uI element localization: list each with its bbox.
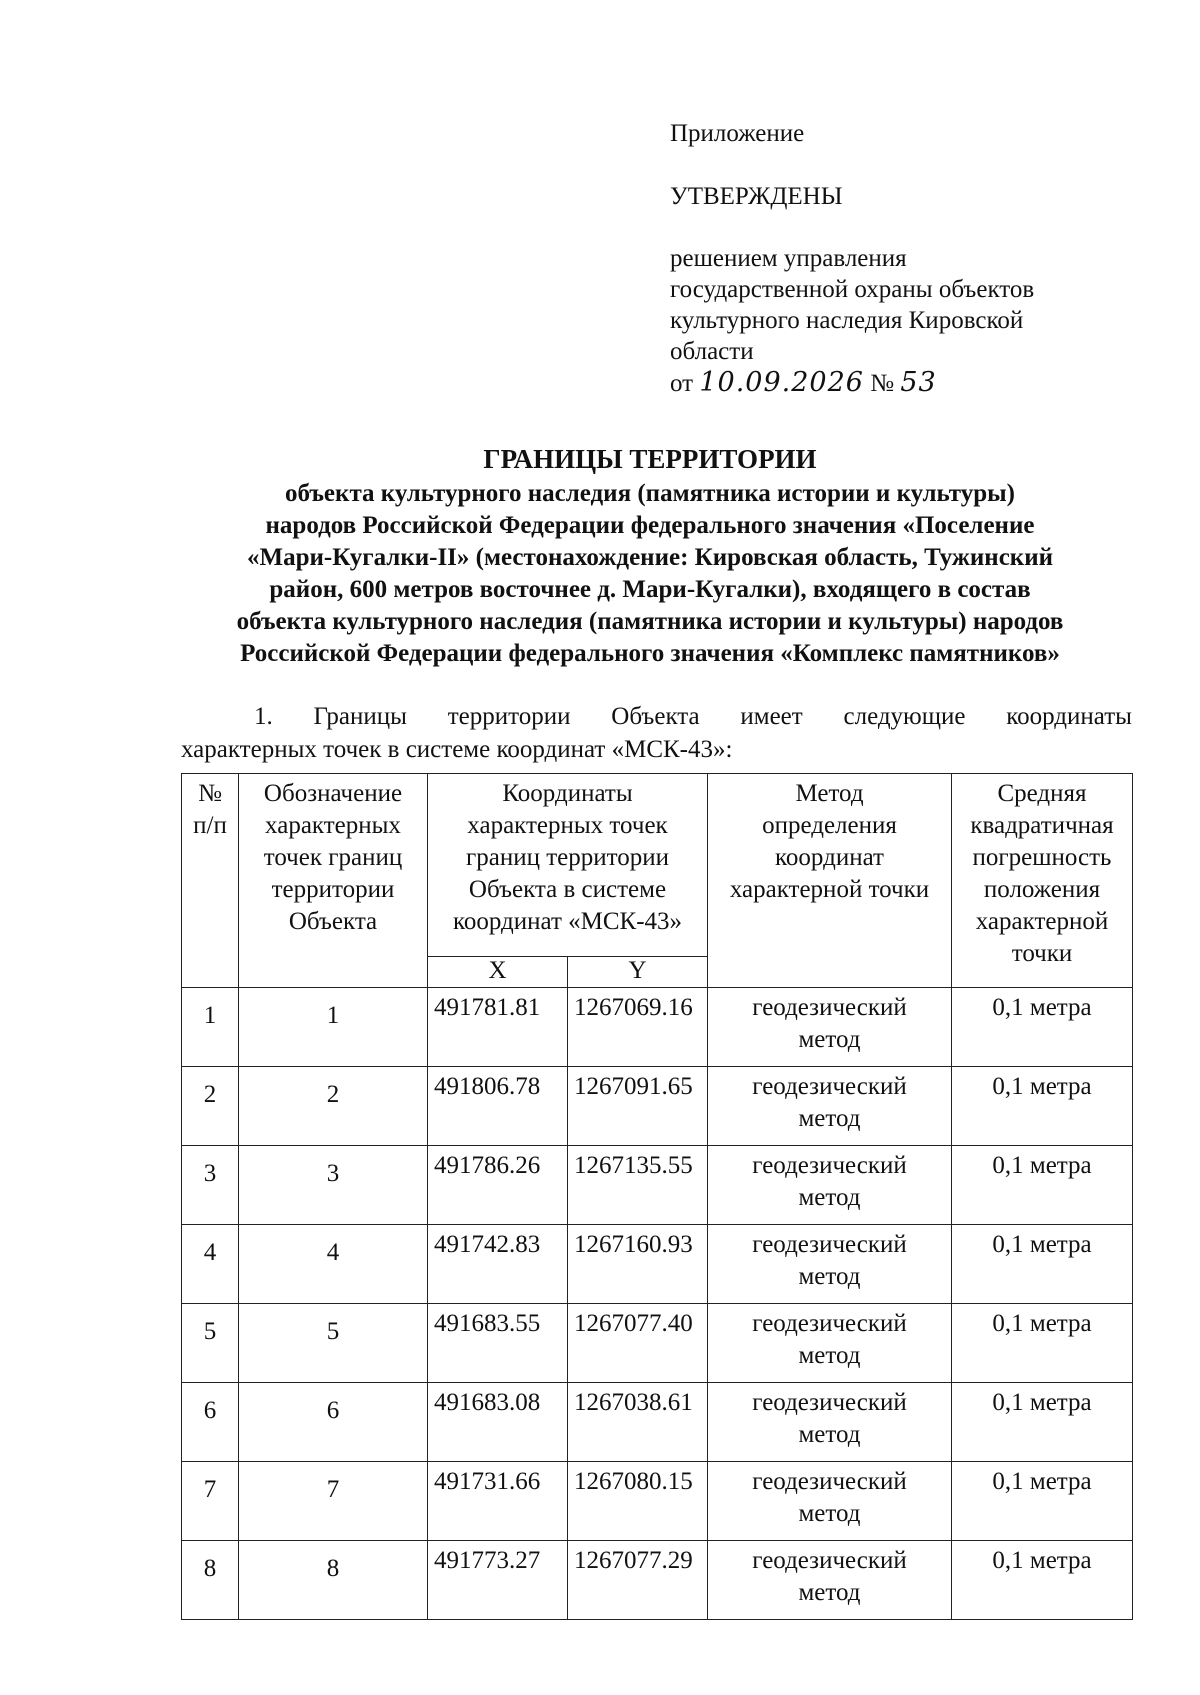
header-text: характерных точек	[467, 812, 668, 839]
method-text: метод	[798, 1184, 861, 1211]
header-method	[708, 774, 952, 988]
date-prefix: от	[670, 370, 694, 397]
header-text: Объекта в системе	[468, 876, 667, 903]
intro-line-1	[181, 700, 1132, 733]
header-text: квадратичная	[970, 812, 1114, 839]
header-text: Объекта	[288, 908, 378, 935]
y-coordinate-cell: 1267077.29	[568, 1541, 708, 1620]
approval-line: решением управления	[670, 245, 907, 272]
approval-line: области	[670, 338, 754, 365]
accuracy-cell: 0,1 метра	[952, 1146, 1133, 1225]
header-text: Метод	[795, 780, 864, 807]
header-text: характерной	[975, 908, 1109, 935]
table-row	[182, 1067, 1133, 1146]
intro-word: 1.	[254, 703, 273, 730]
row-number-cell: 4	[182, 1225, 239, 1304]
table-row	[182, 1225, 1133, 1304]
title-line: объекта культурного наследия (памятника истории и культуры)	[284, 480, 1015, 507]
title-main: ГРАНИЦЫ ТЕРРИТОРИИ	[483, 444, 817, 474]
method-text: геодезический	[752, 1310, 907, 1337]
method-text: геодезический	[752, 1389, 907, 1416]
table-row	[182, 1304, 1133, 1383]
method-text: геодезический	[752, 1231, 907, 1258]
header-text: п/п	[193, 812, 227, 839]
table-row	[182, 988, 1133, 1067]
header-text: характерных	[265, 812, 401, 839]
x-coordinate-cell: 491731.66	[428, 1462, 568, 1541]
accuracy-cell: 0,1 метра	[952, 1462, 1133, 1541]
method-cell	[708, 1225, 952, 1304]
row-number-cell: 8	[182, 1541, 239, 1620]
method-text: геодезический	[752, 1468, 907, 1495]
header-num	[182, 774, 239, 988]
method-text: геодезический	[752, 1073, 907, 1100]
number-sign: №	[870, 370, 895, 397]
header-text: координат	[775, 844, 884, 871]
y-coordinate-cell: 1267135.55	[568, 1146, 708, 1225]
intro-paragraph	[181, 700, 1132, 766]
method-cell	[708, 1304, 952, 1383]
header-coordinates	[428, 774, 708, 957]
y-coordinate-cell: 1267091.65	[568, 1067, 708, 1146]
header-text: границ территории	[466, 844, 669, 871]
row-number-cell: 7	[182, 1462, 239, 1541]
header-text: определения	[762, 812, 897, 839]
header-text: положения	[983, 876, 1101, 903]
table-header-row	[182, 774, 1133, 957]
header-text: Обозначение	[263, 780, 403, 807]
row-number-cell: 6	[182, 1383, 239, 1462]
method-text: метод	[798, 1421, 861, 1448]
method-cell	[708, 1383, 952, 1462]
method-text: метод	[798, 1026, 861, 1053]
method-text: геодезический	[752, 1547, 907, 1574]
row-number-cell: 3	[182, 1146, 239, 1225]
header-designation	[239, 774, 428, 988]
row-number-cell: 5	[182, 1304, 239, 1383]
point-designation-cell: 6	[239, 1383, 428, 1462]
header-text: характерной точки	[729, 876, 930, 903]
y-coordinate-cell: 1267069.16	[568, 988, 708, 1067]
x-coordinate-cell: 491781.81	[428, 988, 568, 1067]
method-cell	[708, 988, 952, 1067]
accuracy-cell: 0,1 метра	[952, 1304, 1133, 1383]
point-designation-cell: 2	[239, 1067, 428, 1146]
approved-label	[670, 181, 843, 212]
x-coordinate-cell: 491773.27	[428, 1541, 568, 1620]
approval-line: государственной охраны объектов	[670, 276, 1035, 303]
header-text: Средняя	[997, 780, 1087, 807]
x-coordinate-cell: 491683.55	[428, 1304, 568, 1383]
x-coordinate-cell: 491806.78	[428, 1067, 568, 1146]
intro-word: Границы	[313, 703, 407, 730]
method-cell	[708, 1146, 952, 1225]
header-text: №	[198, 780, 222, 807]
accuracy-cell: 0,1 метра	[952, 1383, 1133, 1462]
accuracy-cell: 0,1 метра	[952, 1225, 1133, 1304]
approved-text: УТВЕРЖДЕНЫ	[670, 183, 843, 210]
intro-word: территории	[447, 703, 571, 730]
appendix-label	[670, 118, 804, 149]
title-line: район, 600 метров восточнее д. Мари-Кугалки), входящего в состав	[269, 576, 1031, 603]
document-title	[150, 440, 1150, 670]
title-line: народов Российской Федерации федерального значения «Поселение	[265, 512, 1035, 539]
intro-word: координаты	[1006, 703, 1132, 730]
approval-line: культурного наследия Кировской	[670, 307, 1024, 334]
method-text: метод	[798, 1342, 861, 1369]
approval-decision	[670, 243, 1034, 399]
method-cell	[708, 1462, 952, 1541]
table-row	[182, 1462, 1133, 1541]
method-text: геодезический	[752, 1152, 907, 1179]
decision-date-line	[670, 367, 1034, 399]
header-x: X	[428, 957, 568, 988]
method-text: метод	[798, 1263, 861, 1290]
accuracy-cell: 0,1 метра	[952, 988, 1133, 1067]
title-line: «Мари-Кугалки-II» (местонахождение: Кировская область, Тужинский	[246, 544, 1054, 571]
y-coordinate-cell: 1267038.61	[568, 1383, 708, 1462]
method-text: метод	[798, 1105, 861, 1132]
appendix-text: Приложение	[670, 120, 805, 147]
header-text: координат «МСК-43»	[452, 908, 683, 935]
header-text: Координаты	[502, 780, 633, 807]
header-accuracy	[952, 774, 1133, 988]
row-number-cell: 2	[182, 1067, 239, 1146]
handwritten-number: 53	[900, 367, 937, 398]
intro-word: имеет	[740, 703, 803, 730]
handwritten-date: 10.09.2026	[699, 367, 864, 398]
x-coordinate-cell: 491786.26	[428, 1146, 568, 1225]
title-line: Российской Федерации федерального значения «Комплекс памятников»	[240, 640, 1060, 667]
header-text: точки	[1011, 940, 1073, 967]
coordinates-table	[181, 773, 1133, 1620]
method-text: метод	[798, 1500, 861, 1527]
header-text: территории	[271, 876, 395, 903]
table-row	[182, 1146, 1133, 1225]
title-line: объекта культурного наследия (памятника истории и культуры) народов	[236, 608, 1064, 635]
y-coordinate-cell: 1267160.93	[568, 1225, 708, 1304]
method-cell	[708, 1541, 952, 1620]
point-designation-cell: 4	[239, 1225, 428, 1304]
point-designation-cell: 3	[239, 1146, 428, 1225]
intro-line-2: характерных точек в системе координат «МСК-43»:	[181, 736, 733, 763]
x-coordinate-cell: 491742.83	[428, 1225, 568, 1304]
method-text: метод	[798, 1579, 861, 1606]
point-designation-cell: 8	[239, 1541, 428, 1620]
point-designation-cell: 1	[239, 988, 428, 1067]
header-y: Y	[568, 957, 708, 988]
accuracy-cell: 0,1 метра	[952, 1067, 1133, 1146]
method-cell	[708, 1067, 952, 1146]
table-row	[182, 1383, 1133, 1462]
row-number-cell: 1	[182, 988, 239, 1067]
point-designation-cell: 5	[239, 1304, 428, 1383]
x-coordinate-cell: 491683.08	[428, 1383, 568, 1462]
intro-word: следующие	[843, 703, 966, 730]
intro-word: Объекта	[611, 703, 700, 730]
header-text: погрешность	[972, 844, 1112, 871]
y-coordinate-cell: 1267080.15	[568, 1462, 708, 1541]
y-coordinate-cell: 1267077.40	[568, 1304, 708, 1383]
method-text: геодезический	[752, 994, 907, 1021]
header-text: точек границ	[263, 844, 403, 871]
table-row	[182, 1541, 1133, 1620]
accuracy-cell: 0,1 метра	[952, 1541, 1133, 1620]
point-designation-cell: 7	[239, 1462, 428, 1541]
